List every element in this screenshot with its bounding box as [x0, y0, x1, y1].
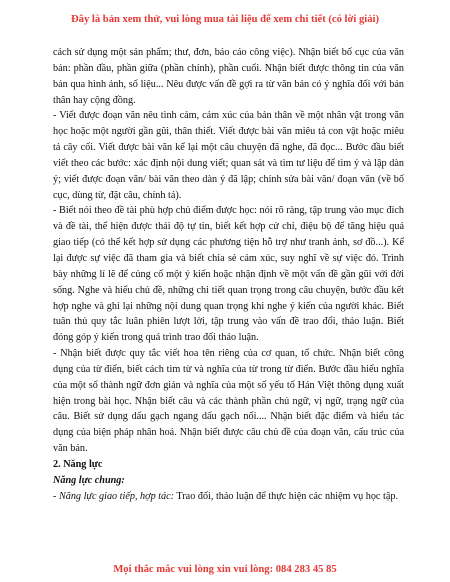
paragraph-language: - Nhận biết được quy tắc viết hoa tên riêng của cơ quan, tổ chức. Nhận biết công dụng của từ điển, biết cách tìm từ và nghĩa của từ trong từ điển. Bước đầu hiểu nghĩa của một số thành ngữ đơn giản và nghĩa của một số yếu tố Hán Việt thông dụng xuất hiện trong bài học. Nhận biết câu và các thành phần chủ ngữ, vị ngữ, trạng ngữ của câu. Biết sử dụng dấu gạch ngang dấu gạch nối.... Nhận biết đặc điểm và hiểu tác dụng của biện pháp nhân hoá. Nhận biết được câu chủ đề của đoạn văn, cấu trúc của văn bản. [53, 348, 404, 455]
paragraph-speaking: - Biết nói theo đề tài phù hợp chủ điểm được học: nói rõ ràng, tập trung vào mục đích và đề tài, thể hiện được thái độ tự tin, biết kết hợp cử chỉ, điệu bộ để tăng hiệu quả giao tiếp (có thể kết hợp sử dụng các phương tiện hỗ trợ như tranh ảnh, sơ đồ...). Kể lại được sự việc đã tham gia và biết chia sẻ cảm xúc, suy nghĩ về sự việc đó. Trình bày những lí lẽ để củng cố một ý kiến hoặc nhận định về một vấn đề gần gũi với đời sống. Nghe và hiểu chủ đề, những chi tiết quan trọng trong câu chuyện, bước đầu kết hợp nghe và ghi lại những nội dung quan trọng khi nghe ý kiến của người khác. Biết tuân thủ quy tắc luân phiên lượt lời, tập trung vào vấn đề trao đổi, thảo luận. Biết đóng góp ý kiến trong quá trình trao đổi thảo luận. [53, 205, 404, 344]
section-heading: 2. Năng lực [53, 458, 103, 470]
competency-text: Trao đổi, thảo luận để thực hiện các nhiệm vụ học tập. [174, 490, 398, 502]
section-subheading: Năng lực chung: [53, 474, 125, 486]
preview-banner: Đây là bản xem thử, vui lòng mua tài liệu để xem chi tiết (có lời giải) [71, 14, 379, 25]
paragraph-writing: - Viết được đoạn văn nêu tình cảm, cảm xúc của bản thân về một nhân vật trong văn học hoặc một người gần gũi, thân thiết. Viết được bài văn miêu tả con vật hoặc miêu tả cây cối. Viết được bài văn kể lại một câu chuyện đã nghe, đã đọc... Bước đầu biết viết theo các bước: xác định nội dung viết; quan sát và tìm tư liệu để tìm ý và lập dàn ý; viết được đoạn văn/ bài văn theo dàn ý đã lập; chỉnh sửa bài văn/ đoạn văn (về bố cục, dùng từ, đặt câu, chính tả). [53, 110, 404, 201]
paragraph-reading: cách sử dụng một sản phẩm; thư, đơn, báo cáo công việc). Nhận biết bố cục của văn bản: phần đầu, phần giữa (phần chính), phần cuối. Nhận biết được thông tin của văn bản qua hình ảnh, số liệu... Nêu được vấn đề gợi ra từ văn bản có ý nghĩa đối với bản thân hay cộng đồng. [53, 47, 404, 106]
competency-item [53, 489, 404, 505]
document-body [53, 45, 404, 504]
contact-banner: Mọi thắc mắc vui lòng xin vui lòng: 084 283 45 85 [113, 564, 337, 575]
competency-label: - Năng lực giao tiếp, hợp tác: [53, 490, 175, 502]
